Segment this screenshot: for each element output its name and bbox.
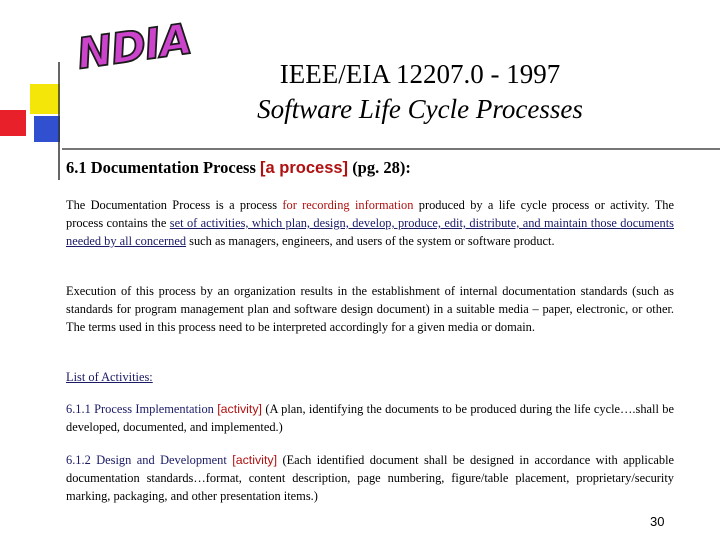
page-reference: (pg. 28):: [348, 158, 411, 177]
section-heading-text: 6.1 Documentation Process: [66, 158, 261, 177]
para1-text-c: produced by a life cycle process or activity. The process contains the: [66, 198, 674, 230]
activity-description: (Each identified document shall be designed in accordance with applicable documentation standards…format, content description, page numbering, figure/table placement, proprietary/security marking, packaging, and other presentation items.): [66, 453, 675, 503]
paragraph-definition: [66, 196, 674, 250]
slide-title-line2: Software Life Cycle Processes: [257, 94, 583, 124]
paragraph-execution: Execution of this process by an organization results in the establishment of internal documentation standards (such as standards for program management plan and software design document) in a suitable media – paper, electronic, or other. The terms used in this process need to be interpreted accordingly for a given media or domain.: [66, 284, 674, 334]
para1-highlight: for recording information: [282, 198, 414, 212]
activity-title: 6.1.2 Design and Development: [66, 453, 233, 467]
activity-tag: [activity]: [232, 453, 278, 467]
blue-square: [34, 116, 60, 142]
process-tag: [a process]: [260, 159, 349, 177]
section-heading: [66, 158, 411, 178]
slide-title-line1: IEEE/EIA 12207.0 - 1997: [279, 59, 561, 89]
para1-text-e: such as managers, engineers, and users of the system or software product.: [186, 234, 555, 248]
activity-tag: [activity]: [217, 402, 262, 416]
para1-text-a: The Documentation Process is a process: [66, 198, 283, 212]
activity-item: [66, 400, 674, 436]
list-of-activities-heading: List of Activities:: [66, 370, 153, 384]
activity-item: [66, 451, 674, 505]
red-square: [0, 110, 26, 136]
ndia-logo: [70, 8, 194, 79]
ndia-logo-text: NDIA: [73, 14, 194, 79]
para1-activities-link: set of activities, which plan, design, develop, produce, edit, distribute, and maintain those documents needed by all concerned: [66, 216, 674, 248]
title-divider: [62, 148, 720, 150]
page-number: 30: [650, 514, 665, 529]
activity-title: 6.1.1 Process Implementation: [66, 402, 218, 416]
decorative-squares: [0, 0, 80, 180]
activity-description: (A plan, identifying the documents to be produced during the life cycle….shall be developed, documented, and implemented.): [66, 402, 675, 434]
yellow-square: [30, 84, 60, 114]
